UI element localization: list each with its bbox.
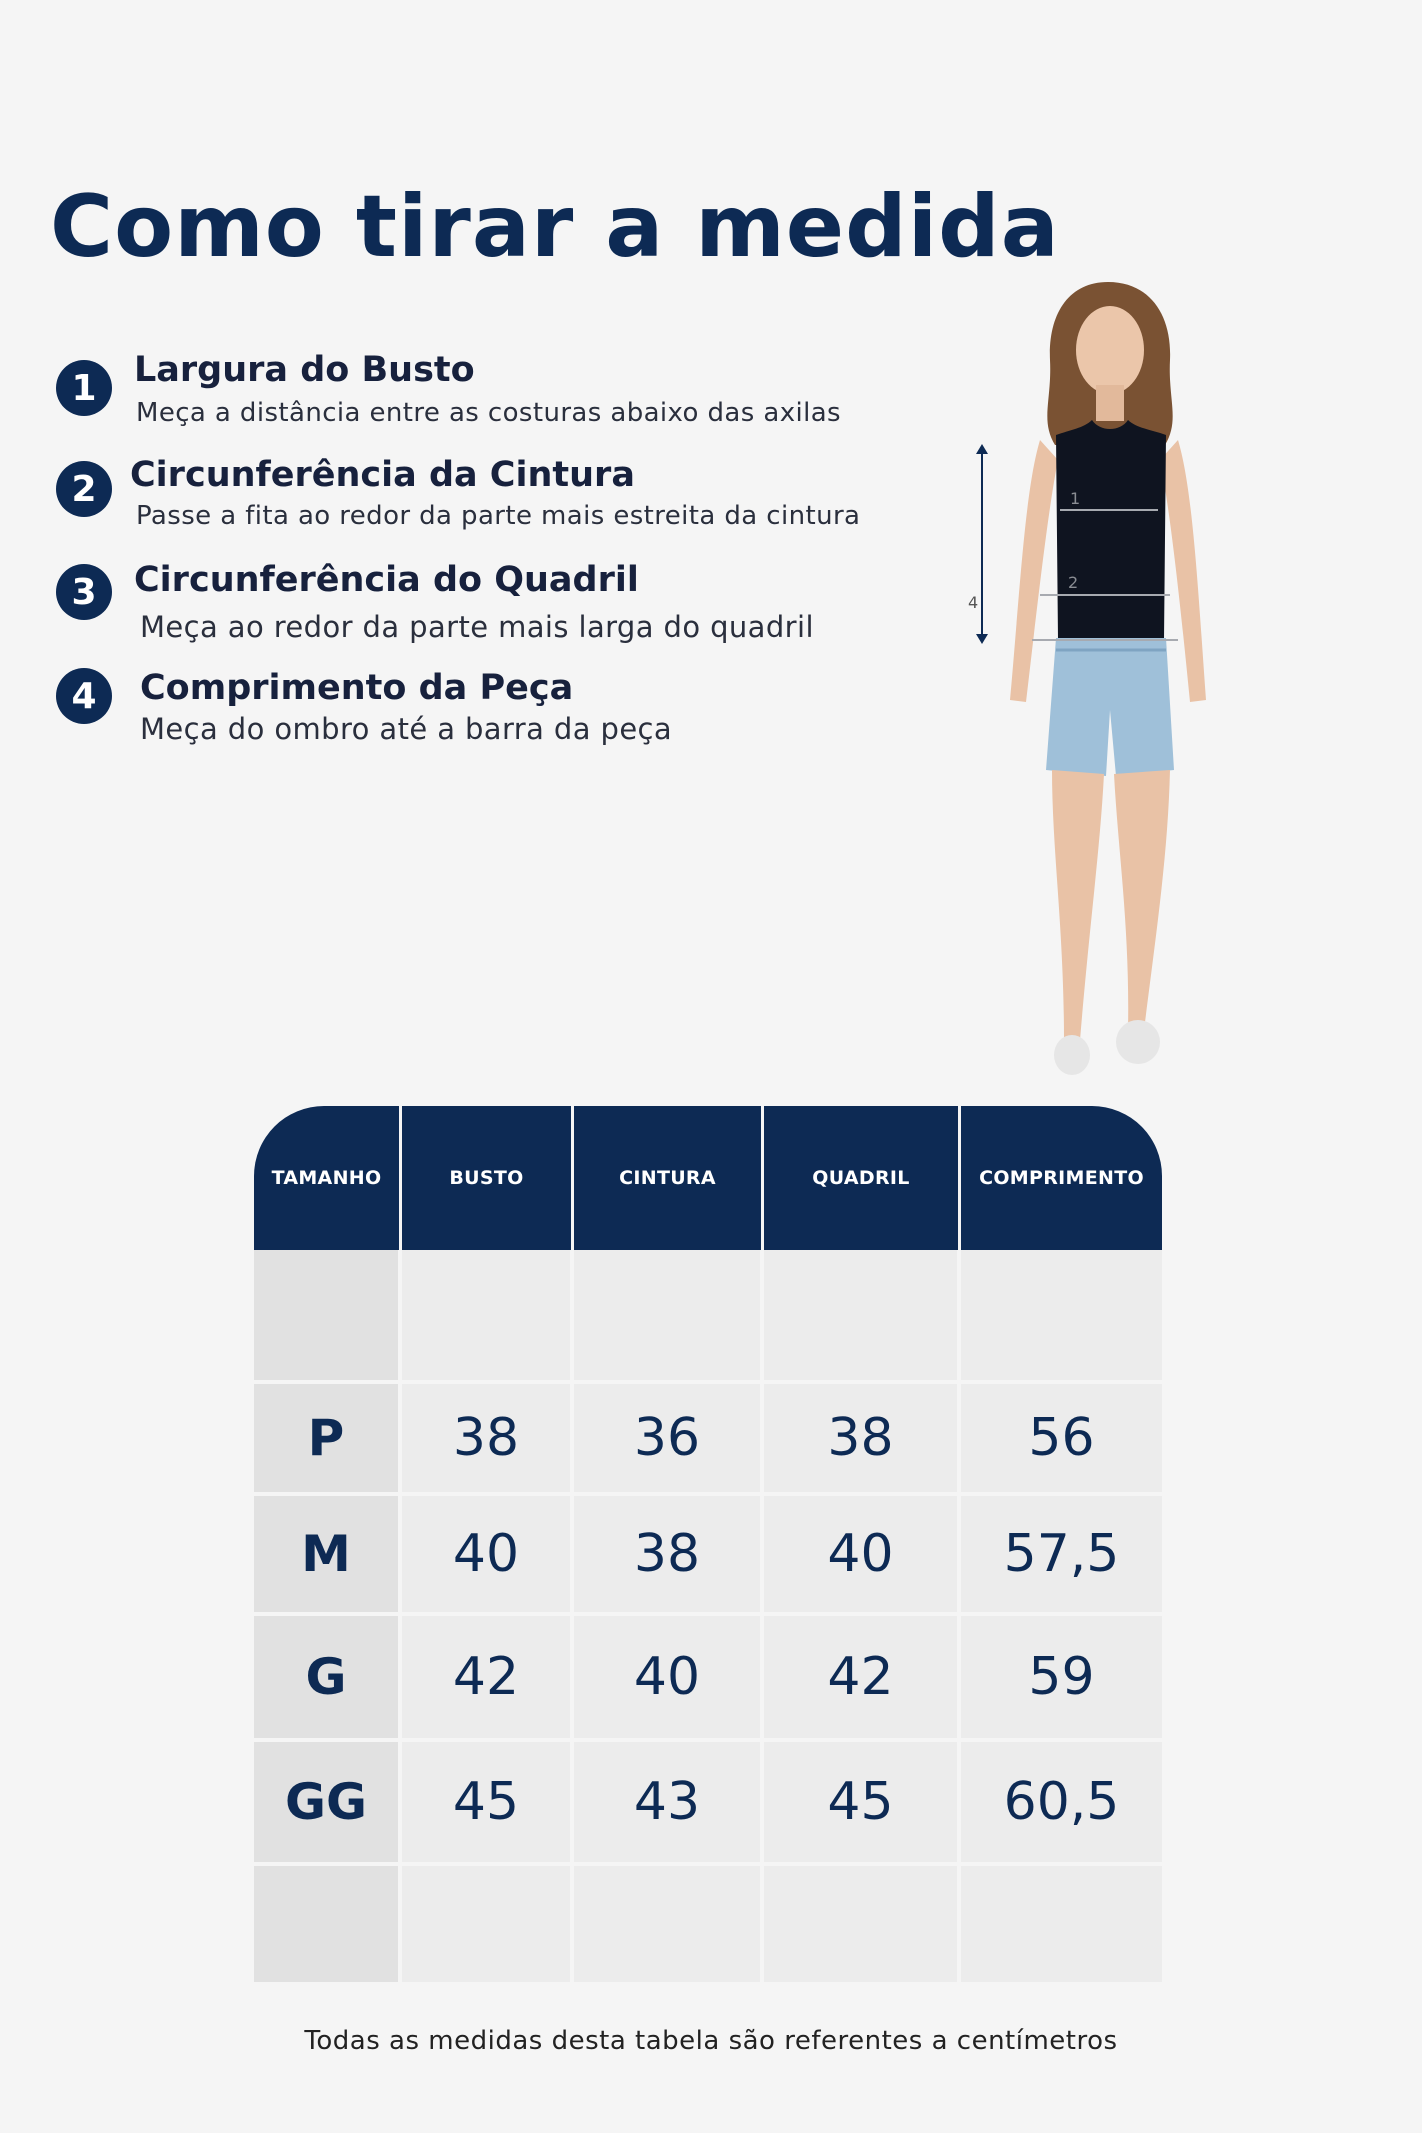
table-cell — [961, 1866, 1162, 1982]
table-row — [254, 1738, 1162, 1862]
table-cell: 38 — [402, 1384, 574, 1492]
step-number-badge: 3 — [56, 564, 112, 620]
step-number-badge: 4 — [56, 668, 112, 724]
table-cell: 43 — [574, 1742, 764, 1862]
table-cell — [254, 1866, 402, 1982]
header-bust: BUSTO — [402, 1106, 574, 1250]
table-cell — [402, 1866, 574, 1982]
table-cell: 45 — [402, 1742, 574, 1862]
step-title: Largura do Busto — [134, 350, 475, 390]
header-size: TAMANHO — [254, 1106, 402, 1250]
step-number-badge: 2 — [56, 461, 112, 517]
page-title: Como tirar a medida — [50, 177, 1060, 277]
table-row — [254, 1612, 1162, 1738]
table-cell: 60,5 — [961, 1742, 1162, 1862]
table-cell: 38 — [764, 1384, 961, 1492]
step-description: Meça do ombro até a barra da peça — [140, 712, 673, 746]
table-cell — [574, 1866, 764, 1982]
table-cell: 36 — [574, 1384, 764, 1492]
table-cell: 42 — [764, 1616, 961, 1738]
table-row — [254, 1492, 1162, 1612]
size-cell: G — [254, 1616, 402, 1738]
step-hip — [56, 560, 936, 650]
header-hip: QUADRIL — [764, 1106, 961, 1250]
model-figure — [960, 270, 1250, 1120]
step-description: Passe a fita ao redor da parte mais estreita da cintura — [136, 501, 861, 531]
table-cell — [764, 1250, 961, 1380]
measure-label-2: 2 — [1068, 573, 1079, 592]
table-cell — [961, 1250, 1162, 1380]
measure-label-4: 4 — [968, 593, 979, 612]
step-number-badge: 1 — [56, 360, 112, 416]
header-waist: CINTURA — [574, 1106, 764, 1250]
size-table — [254, 1106, 1162, 1982]
table-cell: 42 — [402, 1616, 574, 1738]
table-cell — [402, 1250, 574, 1380]
step-description: Meça ao redor da parte mais larga do quadril — [140, 610, 814, 644]
table-row — [254, 1380, 1162, 1492]
table-cell — [574, 1250, 764, 1380]
step-waist — [56, 455, 936, 545]
step-bust — [56, 350, 936, 440]
table-spacer-row — [254, 1862, 1162, 1982]
table-cell: 45 — [764, 1742, 961, 1862]
table-cell: 40 — [764, 1496, 961, 1612]
footnote: Todas as medidas desta tabela são referentes a centímetros — [304, 2026, 1118, 2056]
table-cell: 56 — [961, 1384, 1162, 1492]
table-cell — [254, 1250, 402, 1380]
step-description: Meça a distância entre as costuras abaixo das axilas — [136, 398, 842, 428]
size-cell: GG — [254, 1742, 402, 1862]
table-spacer-row — [254, 1250, 1162, 1380]
table-cell: 40 — [402, 1496, 574, 1612]
table-cell: 57,5 — [961, 1496, 1162, 1612]
size-cell: P — [254, 1384, 402, 1492]
step-title: Circunferência do Quadril — [134, 560, 639, 600]
table-cell — [764, 1866, 961, 1982]
step-title: Circunferência da Cintura — [130, 455, 635, 495]
measure-label-1: 1 — [1070, 489, 1081, 508]
table-cell: 38 — [574, 1496, 764, 1612]
header-length: COMPRIMENTO — [979, 1167, 1144, 1189]
step-title: Comprimento da Peça — [140, 668, 574, 708]
table-header — [254, 1106, 1162, 1250]
step-length — [56, 668, 936, 758]
table-cell: 59 — [961, 1616, 1162, 1738]
size-cell: M — [254, 1496, 402, 1612]
table-cell: 40 — [574, 1616, 764, 1738]
